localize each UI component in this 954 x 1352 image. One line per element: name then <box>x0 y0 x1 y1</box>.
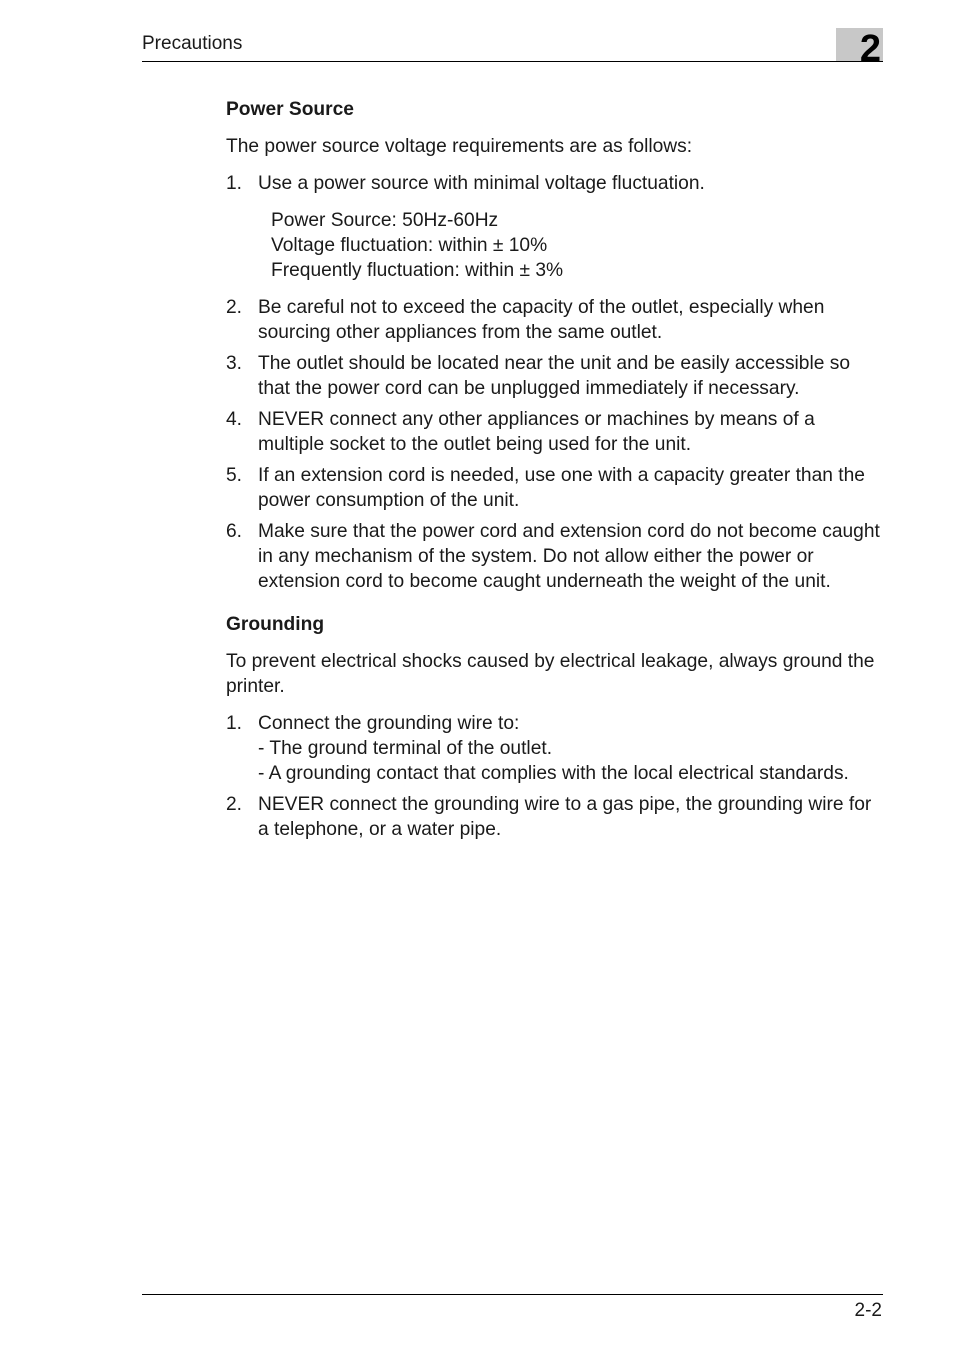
spec-line: Frequently fluctuation: within ± 3% <box>271 260 564 281</box>
list-item-number: 2. <box>226 297 243 318</box>
power-source-intro: The power source voltage requirements are as follows: <box>226 136 693 157</box>
list-item-text: Use a power source with minimal voltage fluctuation. <box>258 173 705 194</box>
grounding-list <box>226 711 886 842</box>
list-item-text: If an extension cord is needed, use one with a capacity greater than the power consumption of the unit. <box>258 465 865 511</box>
list-item-number: 1. <box>226 173 243 194</box>
grounding-intro: To prevent electrical shocks caused by electrical leakage, always ground the printer. <box>226 651 875 697</box>
list-item-text: NEVER connect the grounding wire to a gas pipe, the grounding wire for a telephone, or a water pipe. <box>258 794 872 840</box>
power-source-section <box>226 97 886 594</box>
list-item-number: 3. <box>226 353 243 374</box>
list-item <box>226 295 886 345</box>
power-spec-block <box>271 208 886 283</box>
list-item-text: Connect the grounding wire to: <box>258 713 520 734</box>
list-item-text: Make sure that the power cord and extension cord do not become caught in any mechanism of the system. Do not allow either the power or extension cord to become caught underneath the weight of the unit. <box>258 521 880 592</box>
page-content <box>226 97 886 848</box>
list-item <box>226 792 886 842</box>
list-item-text: The outlet should be located near the unit and be easily accessible so that the power cord can be unplugged immediately if necessary. <box>258 353 851 399</box>
list-subitem: - A grounding contact that complies with the local electrical standards. <box>258 763 849 784</box>
footer-divider <box>142 1294 883 1295</box>
list-item <box>226 351 886 401</box>
list-item-number: 2. <box>226 794 243 815</box>
list-item-number: 6. <box>226 521 243 542</box>
header-divider <box>142 61 883 62</box>
list-item-number: 4. <box>226 409 243 430</box>
list-item <box>226 171 886 283</box>
list-subitem: - The ground terminal of the outlet. <box>258 738 553 759</box>
chapter-tab <box>836 28 883 70</box>
list-item <box>226 407 886 457</box>
list-item-number: 5. <box>226 465 243 486</box>
list-item <box>226 711 886 786</box>
power-source-list <box>226 171 886 594</box>
list-item-number: 1. <box>226 713 243 734</box>
page-number: 2-2 <box>854 1300 882 1321</box>
spec-line: Power Source: 50Hz-60Hz <box>271 210 499 231</box>
list-item <box>226 463 886 513</box>
spec-line: Voltage fluctuation: within ± 10% <box>271 235 548 256</box>
section-spacer <box>226 600 886 612</box>
grounding-heading: Grounding <box>226 614 325 635</box>
list-item-text: Be careful not to exceed the capacity of the outlet, especially when sourcing other appliances from the same outlet. <box>258 297 825 343</box>
power-source-heading: Power Source <box>226 99 354 120</box>
list-item-text: NEVER connect any other appliances or machines by means of a multiple socket to the outlet being used for the unit. <box>258 409 815 455</box>
list-item <box>226 519 886 594</box>
header-section-title: Precautions <box>142 33 243 54</box>
grounding-section <box>226 612 886 842</box>
chapter-number: 2 <box>859 28 881 70</box>
